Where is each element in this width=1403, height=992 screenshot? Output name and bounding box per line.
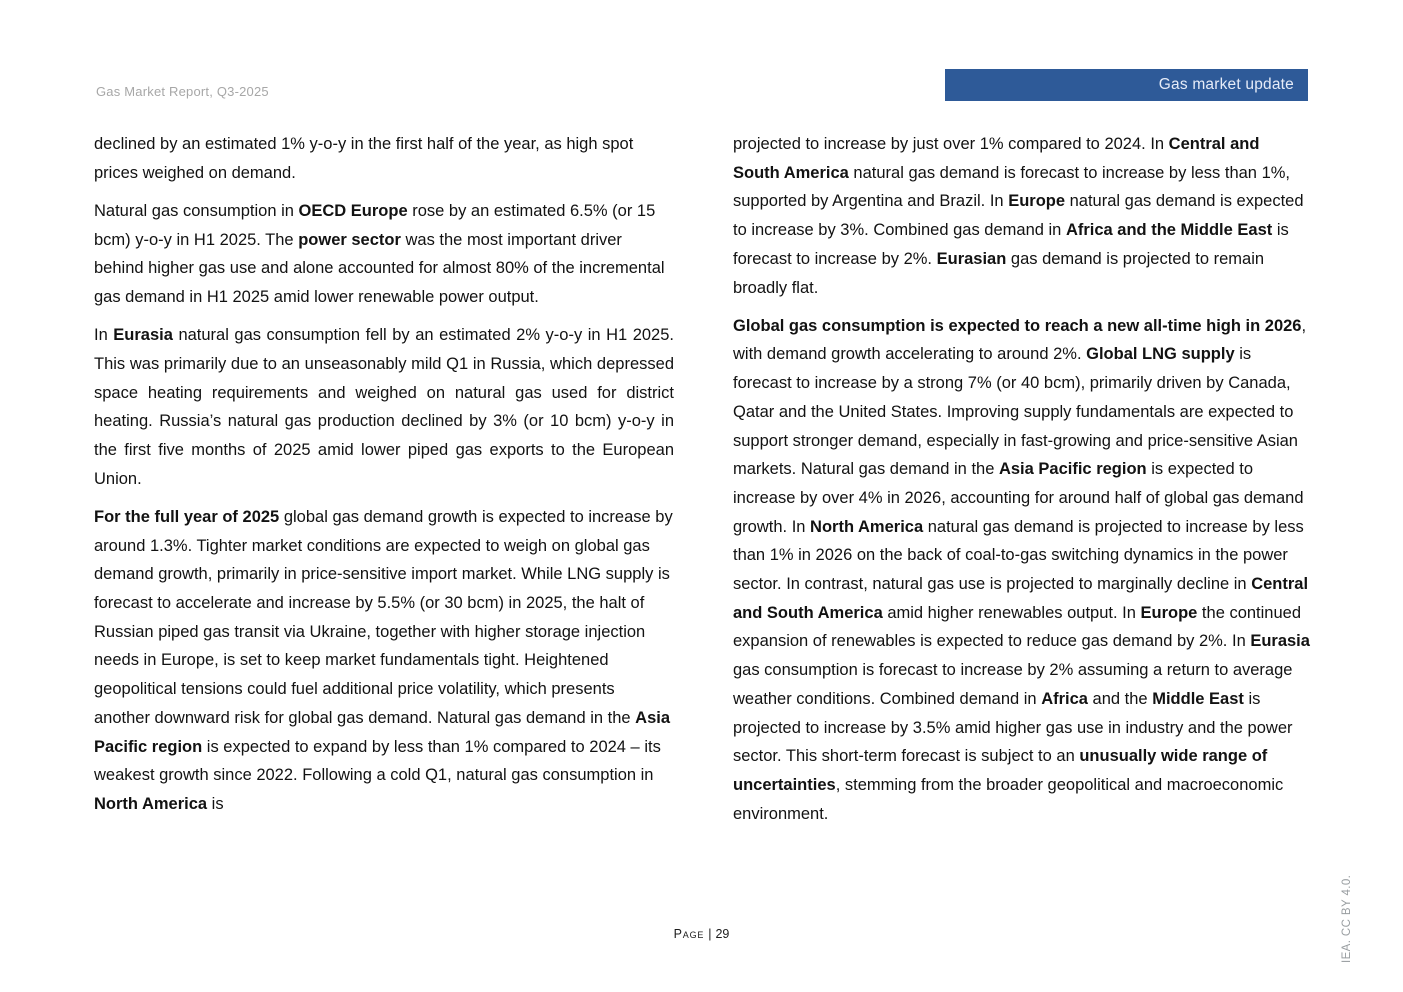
paragraph: declined by an estimated 1% y-o-y in the first half of the year, as high spot prices weighed on demand. <box>94 135 634 182</box>
paragraph: Global gas consumption is expected to reach a new all-time high in 2026, with demand growth accelerating to around 2%. Global LNG supply is forecast to increase by a strong 7% (or 40 bcm), primarily driven by Canada, Qatar and the United States. Improving supply fundamentals are expected to support stronger demand, especially in fast-growing and price-sensitive Asian markets. Natural gas demand in the Asia Pacific region is expected to increase by over 4% in 2026, accounting for around half of global gas demand growth. In North America natural gas demand is projected to increase by less than 1% in 2026 on the back of coal-to-gas switching dynamics in the power sector. In contrast, natural gas use is projected to marginally decline in Central and South America amid higher renewables output. In Europe the continued expansion of renewables is expected to reduce gas demand by 2%. In Eurasia gas consumption is forecast to increase by 2% assuming a return to average weather conditions. Combined demand in Africa and the Middle East is projected to increase by 3.5% amid higher gas use in industry and the power sector. This short-term forecast is subject to an unusually wide range of uncertainties, stemming from the broader geopolitical and macroeconomic environment. <box>733 316 1310 823</box>
paragraph: Natural gas consumption in OECD Europe rose by an estimated 6.5% (or 15 bcm) y-o-y in H1 2025. The power sector was the most important driver behind higher gas use and alone accounted for almost 80% of the incremental gas demand in H1 2025 amid lower renewable power output. <box>94 201 665 307</box>
page-footer-label: Page <box>673 927 705 941</box>
page-footer <box>0 927 1403 941</box>
paragraph: projected to increase by just over 1% compared to 2024. In Central and South America natural gas demand is forecast to increase by less than 1%, supported by Argentina and Brazil. In Europe natural gas demand is expected to increase by 3%. Combined gas demand in Africa and the Middle East is forecast to increase by 2%. Eurasian gas demand is projected to remain broadly flat. <box>733 135 1304 297</box>
page-footer-separator: | <box>708 927 712 941</box>
paragraph: For the full year of 2025 global gas demand growth is expected to increase by around 1.3%. Tighter market conditions are expected to weigh on global gas demand growth, primarily in price-sensitive import market. While LNG supply is forecast to accelerate and increase by 5.5% (or 30 bcm) in 2025, the halt of Russian piped gas transit via Ukraine, together with higher storage injection needs in Europe, is set to keep market fundamentals tight. Heightened geopolitical tensions could fuel additional price volatility, which presents another downward risk for global gas demand. Natural gas demand in the Asia Pacific region is expected to expand by less than 1% compared to 2024 – its weakest growth since 2022. Following a cold Q1, natural gas consumption in North America is <box>94 507 673 813</box>
section-banner <box>945 69 1308 101</box>
banner-label: Gas market update <box>1158 76 1294 93</box>
right-column <box>733 130 1310 838</box>
left-column <box>94 130 674 828</box>
page-footer-number: 29 <box>715 927 730 941</box>
paragraph: In Eurasia natural gas consumption fell by an estimated 2% y-o-y in H1 2025. This was primarily due to an unseasonably mild Q1 in Russia, which depressed space heating requirements and weighed on natural gas used for district heating. Russia’s natural gas production declined by 3% (or 10 bcm) y-o-y in the first five months of 2025 amid lower piped gas exports to the European Union. <box>94 326 674 488</box>
copyright-side-note: IEA. CC BY 4.0. <box>1341 874 1353 963</box>
running-header-title: Gas Market Report, Q3-2025 <box>96 84 269 99</box>
